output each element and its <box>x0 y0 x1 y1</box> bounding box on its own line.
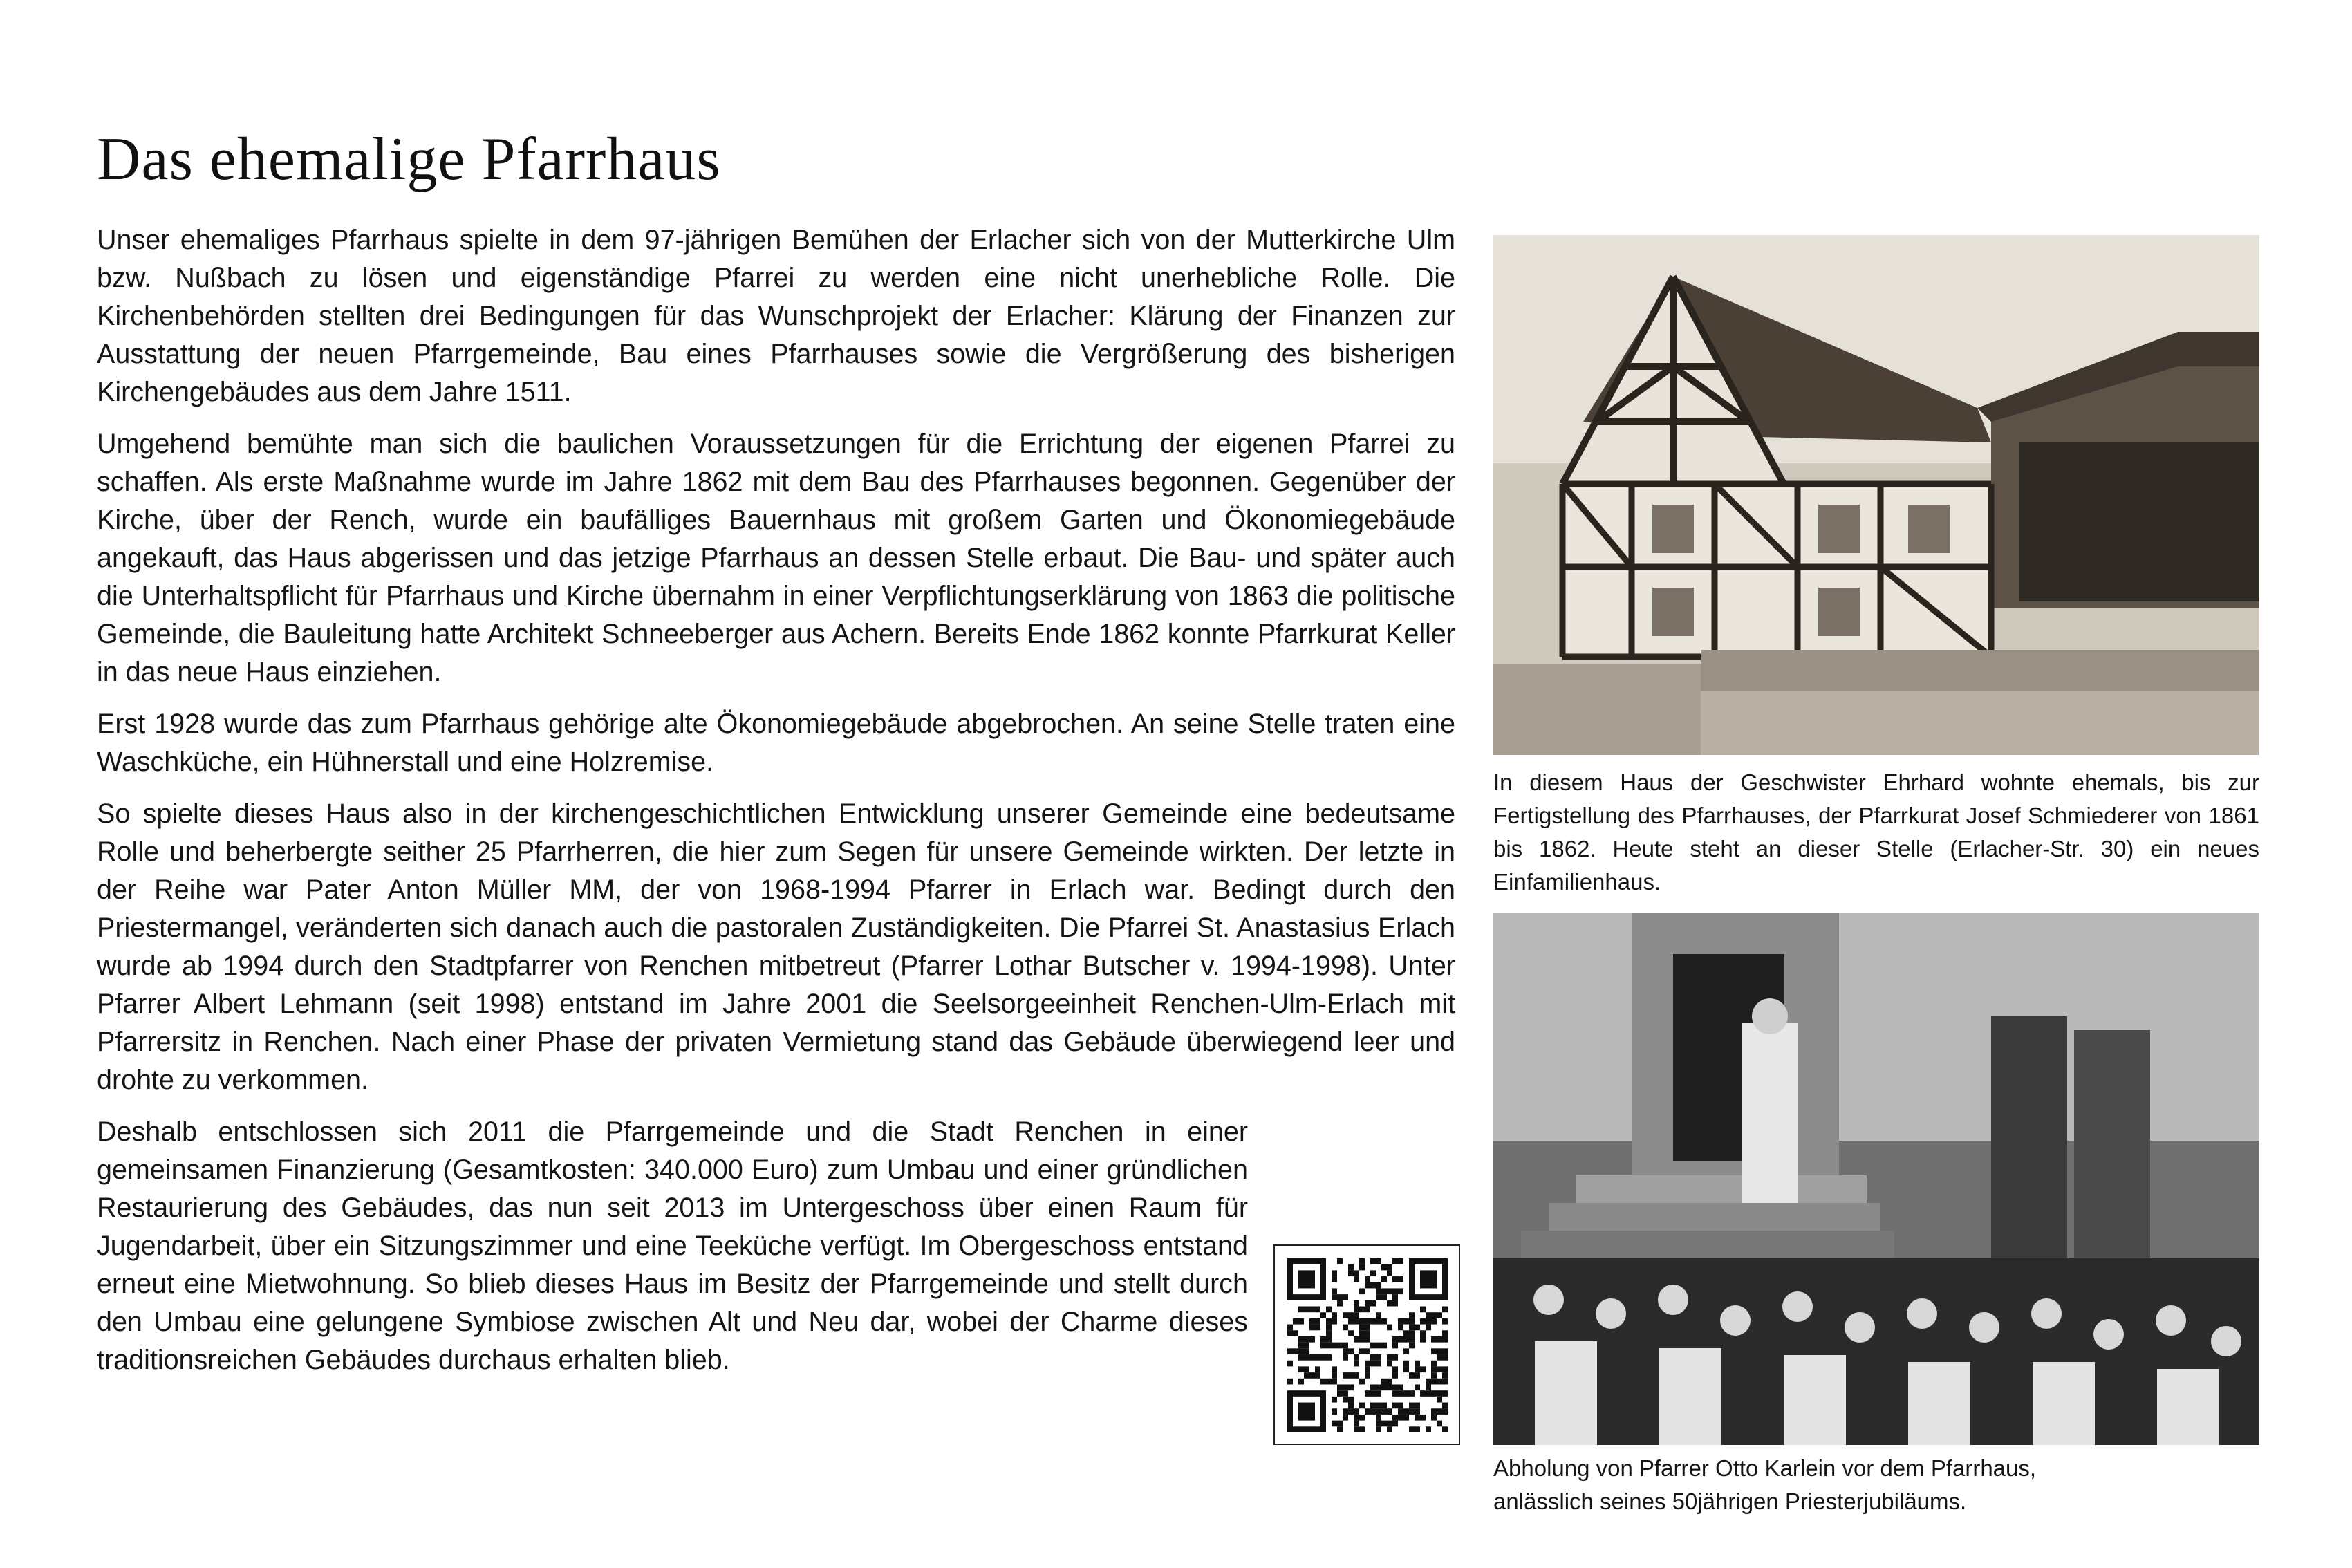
page-title: Das ehemalige Pfarrhaus <box>97 126 721 193</box>
photo-priest-jubilee <box>1493 913 2259 1445</box>
article-body <box>97 221 1455 1393</box>
paragraph-1: Unser ehemaliges Pfarrhaus spielte in dem 97-jährigen Bemühen der Erlacher sich von der Mutterkirche Ulm bzw. Nußbach zu lösen und eigenständige Pfarrei zu werden eine nicht unerhebliche Rolle. Die Kirchenbehörden stellten drei Bedingungen für das Wunschprojekt der Erlacher: Klärung der Finanzen zur Ausstattung der neuen Pfarrgemeinde, Bau eines Pfarrhauses sowie die Vergrößerung des bisherigen Kirchengebäudes aus dem Jahre 1511. <box>97 225 1455 407</box>
photo1-caption: In diesem Haus der Geschwister Ehrhard wohnte ehemals, bis zur Fertigstellung des Pfarrhauses, der Pfarrkurat Josef Schmiederer von 1861 bis 1862. Heute steht an dieser Stelle (Erlacher-Str. 30) ein neues Einfamilienhaus. <box>1493 769 2259 895</box>
paragraph-5: Deshalb entschlossen sich 2011 die Pfarrgemeinde und die Stadt Renchen in einer gemeinsamen Finanzierung (Gesamtkosten: 340.000 Euro) zum Umbau und einer gründlichen Restaurierung des Gebäudes, das nun seit 2013 im Untergeschoss über einen Raum für Jugendarbeit, über ein Sitzungszimmer und eine Teeküche verfügt. Im Obergeschoss entstand erneut eine Mietwohnung. So blieb dieses Haus im Besitz der Pfarrgemeinde und stellt durch den Umbau eine gelungene Symbiose zwischen Alt und Neu dar, wobei der Charme dieses traditionsreichen Gebäudes durchaus erhalten blieb. <box>97 1117 1248 1375</box>
paragraph-2: Umgehend bemühte man sich die baulichen Voraussetzungen für die Errichtung der eigenen Pfarrei zu schaffen. Als erste Maßnahme wurde im Jahre 1862 mit dem Bau des Pfarrhauses begonnen. Gegenüber der Kirche, über der Rench, wurde ein baufälliges Bauernhaus mit großem Garten und Ökonomiegebäude angekauft, das Haus abgerissen und das jetzige Pfarrhaus an dessen Stelle erbaut. Die Bau- und später auch die Unterhaltspflicht für Pfarrhaus und Kirche übernahm in einer Verpflichtungserklärung von 1863 die politische Gemeinde, die Bauleitung hatte Architekt Schneeberger aus Achern. Bereits Ende 1862 konnte Pfarrkurat Keller in das neue Haus einziehen. <box>97 429 1455 687</box>
photo2-caption-line-1: Abholung von Pfarrer Otto Karlein vor dem Pfarrhaus, <box>1493 1455 2037 1481</box>
photo-old-farmhouse <box>1493 235 2259 755</box>
photo2-caption-line-2: anlässlich seines 50jährigen Priesterjubiläums. <box>1493 1488 1967 1514</box>
qr-code-image <box>1287 1258 1448 1432</box>
paragraph-4: So spielte dieses Haus also in der kirchengeschichtlichen Entwicklung unserer Gemeinde eine bedeutsame Rolle und beherbergte seither 25 Pfarrherren, die hier zum Segen für unsere Gemeinde wirkten. Der letzte in der Reihe war Pater Anton Müller MM, der von 1968-1994 Pfarrer in Erlach war. Bedingt durch den Priestermangel, veränderten sich danach auch die pastoralen Zuständigkeiten. Die Pfarrei St. Anastasius Erlach wurde ab 1994 durch den Stadtpfarrer von Renchen mitbetreut (Pfarrer Lothar Butscher v. 1994-1998). Unter Pfarrer Albert Lehmann (seit 1998) entstand im Jahre 2001 die Seelsorgeeinheit Renchen-Ulm-Erlach mit Pfarrersitz in Renchen. Nach einer Phase der privaten Vermietung stand das Gebäude überwiegend leer und drohte zu verkommen. <box>97 799 1455 1095</box>
photo2-caption <box>1493 1452 2259 1518</box>
qr-code[interactable] <box>1273 1244 1460 1445</box>
priest-procession-image <box>1493 913 2259 1445</box>
half-timbered-house-image <box>1493 235 2259 755</box>
paragraph-3: Erst 1928 wurde das zum Pfarrhaus gehörige alte Ökonomiegebäude abgebrochen. An seine Stelle traten eine Waschküche, ein Hühnerstall und eine Holzremise. <box>97 709 1455 777</box>
